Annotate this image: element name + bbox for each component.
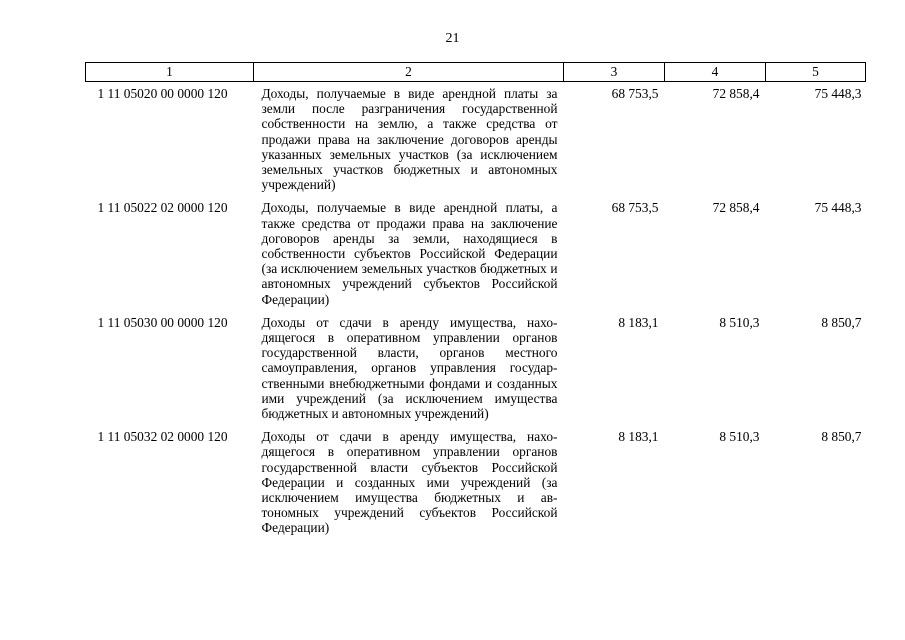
revenue-description: Доходы, получаемые в виде арендной платы за земли после разграничения государственной собственности на землю, а также средства от продажи права на заключение договоров аренды указанных земельных участков (за исключением земельных участков бюджетных и автономных учреждений) [261,86,558,193]
value-column-5: 75 448,3 [814,86,862,101]
table-row [86,425,866,539]
table-row [86,196,866,310]
column-header-4: 4 [665,63,766,82]
value-column-4: 8 510,3 [719,429,760,445]
revenue-description: Доходы от сдачи в аренду имущества, находящегося в оперативном управлении органов государственной власти субъектов Российской Федерации и созданных ими учреждений (за исключением имущества бюджетных и автономных учреждений субъектов Российской Федерации) [261,429,558,536]
value-column-4: 72 858,4 [712,200,760,216]
value-column-3: 8 183,1 [618,429,659,445]
value-column-3: 68 753,5 [611,200,659,216]
value-column-5: 8 850,7 [821,429,862,445]
value-column-4: 72 858,4 [712,86,760,101]
budget-code: 1 11 05030 00 0000 120 [97,314,228,330]
column-header-2: 2 [254,63,564,82]
budget-code: 1 11 05022 02 0000 120 [97,200,228,216]
budget-code: 1 11 05020 00 0000 120 [97,86,228,101]
table-row [86,311,866,425]
value-column-4: 8 510,3 [719,314,760,330]
value-column-3: 8 183,1 [618,314,659,330]
value-column-3: 68 753,5 [611,86,659,101]
table-header [86,63,866,82]
budget-code: 1 11 05032 02 0000 120 [97,429,228,445]
table-row [86,82,866,197]
header-row [86,63,866,82]
revenue-description: Доходы от сдачи в аренду имущества, находящегося в оперативном управлении органов государственной власти, органов местного самоуправления, органов управления государственными внебюджетными фондами и созданных ими учреждений (за исключением имущества бюджетных и автономных учреждений) [261,314,558,422]
value-column-5: 8 850,7 [821,314,862,330]
table-body [86,82,866,540]
column-header-1: 1 [86,63,254,82]
revenue-description: Доходы, получаемые в виде арендной платы, а также средства от продажи права на заключение договоров аренды за земли, находящиеся в собственности субъектов Российской Федерации (за исключением земельных участков бюджетных и автономных учреждений субъектов Российской Федерации) [261,200,558,307]
value-column-5: 75 448,3 [814,200,862,216]
revenue-table [85,62,866,540]
page-number: 21 [445,31,460,46]
column-header-5: 5 [766,63,866,82]
column-header-3: 3 [564,63,665,82]
